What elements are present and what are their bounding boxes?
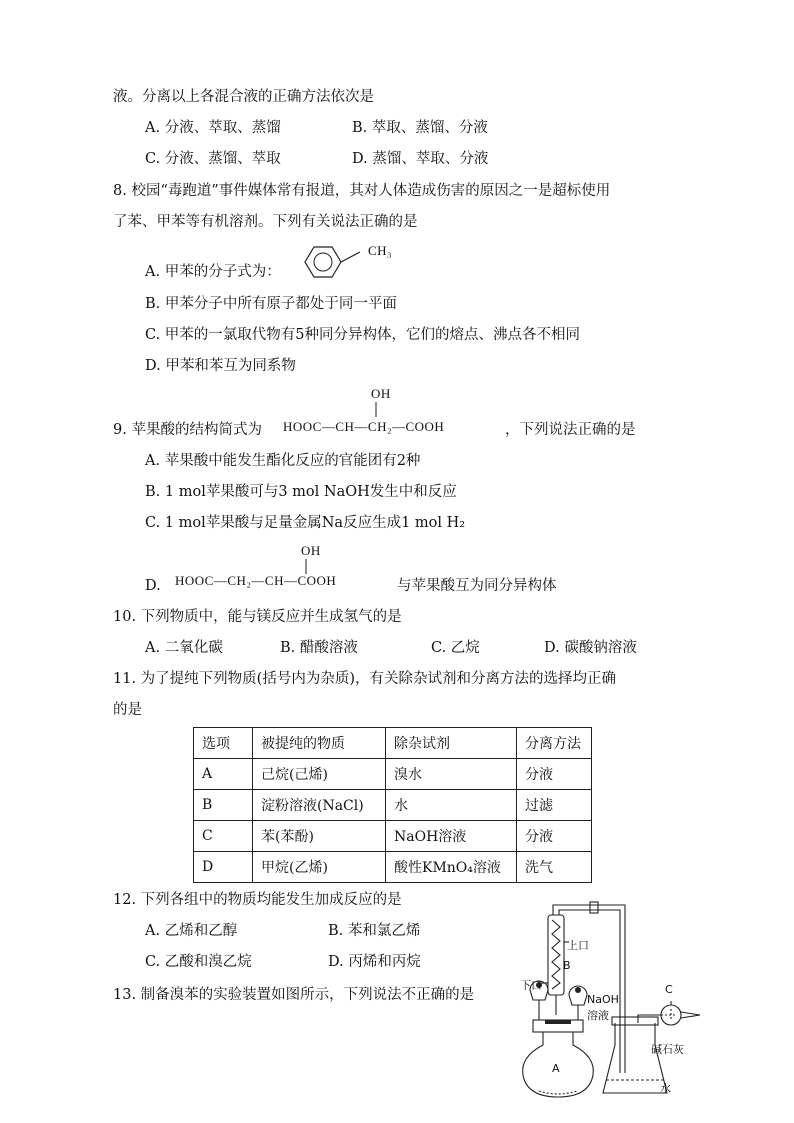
label-solution: 溶液 (587, 1009, 609, 1022)
q7-option-b: B. 萃取、蒸馏、分液 (352, 120, 488, 136)
table-cell: 溴水 (386, 759, 517, 790)
table-cell: 水 (386, 790, 517, 821)
malic-acid-structure: HOOC—CH—CH₂—COOH (283, 419, 445, 434)
q7-option-c: C. 分液、蒸馏、萃取 (145, 151, 281, 167)
table-cell: C (194, 821, 253, 852)
q10-option-d: D. 碳酸钠溶液 (544, 640, 637, 656)
q10-option-b: B. 醋酸溶液 (280, 640, 358, 656)
q9-option-d-suffix: 与苹果酸互为同分异构体 (397, 578, 557, 594)
label-flask-a: A (552, 1062, 560, 1075)
label-water: 水 (660, 1082, 671, 1095)
q9-stem-suffix: ，下列说法正确的是 (505, 422, 636, 438)
q9-stem-prefix: 9. 苹果酸的结构简式为 (113, 422, 262, 438)
q10-option-a: A. 二氧化碳 (145, 640, 223, 656)
toluene-ch3-label: CH₃ (368, 243, 393, 258)
table-cell: B (194, 790, 253, 821)
q11-stem-line1: 11. 为了提纯下列物质(括号内为杂质)，有关除杂试剂和分离方法的选择均正确 (113, 671, 616, 687)
table-cell: 苯(苯酚) (253, 821, 386, 852)
q9-option-c: C. 1 mol苹果酸与足量金属Na反应生成1 mol H₂ (145, 515, 466, 531)
q8-stem-line2: 了苯、甲苯等有机溶剂。下列有关说法正确的是 (113, 214, 418, 230)
q8-option-d: D. 甲苯和苯互为同系物 (145, 358, 296, 374)
table-header-row (194, 728, 592, 759)
q9-option-d-structure: HOOC—CH₂—CH—COOH (175, 573, 337, 588)
q8-option-b: B. 甲苯分子中所有原子都处于同一平面 (145, 296, 397, 312)
q11-stem-line2: 的是 (113, 702, 142, 718)
label-lower-port: 下口 (520, 979, 542, 992)
q9-struct-oh: OH (371, 386, 391, 401)
table-row (194, 790, 592, 821)
table-cell: 洗气 (517, 852, 592, 883)
q9-option-a: A. 苹果酸中能发生酯化反应的官能团有2种 (145, 453, 421, 469)
table-header-cell: 除杂试剂 (386, 728, 517, 759)
q9-option-d-label: D. (145, 578, 161, 594)
q13-stem: 13. 制备溴苯的实验装置如图所示，下列说法不正确的是 (113, 987, 475, 1003)
label-naoh: NaOH (587, 993, 619, 1006)
table-row (194, 759, 592, 790)
q12-option-b: B. 苯和氯乙烯 (328, 923, 421, 939)
toluene-structure (294, 242, 414, 282)
label-drying-tube-c: C (665, 983, 673, 996)
q8-option-c: C. 甲苯的一氯取代物有5种同分异构体，它们的熔点、沸点各不相同 (145, 327, 581, 343)
table-row (194, 821, 592, 852)
table-cell: 甲烷(乙烯) (253, 852, 386, 883)
table-cell: D (194, 852, 253, 883)
q9-option-b: B. 1 mol苹果酸可与3 mol NaOH发生中和反应 (145, 484, 457, 500)
q8-stem-line1: 8. 校园“毒跑道”事件媒体常有报道，其对人体造成伤害的原因之一是超标使用 (113, 183, 611, 199)
q12-stem: 12. 下列各组中的物质均能发生加成反应的是 (113, 892, 402, 908)
q7-stem-tail: 液。分离以上各混合液的正确方法依次是 (113, 89, 374, 105)
q10-option-c: C. 乙烷 (431, 640, 480, 656)
table-cell: 酸性KMnO₄溶液 (386, 852, 517, 883)
q10-stem: 10. 下列物质中，能与镁反应并生成氢气的是 (113, 609, 402, 625)
table-cell: NaOH溶液 (386, 821, 517, 852)
q12-option-c: C. 乙酸和溴乙烷 (145, 954, 252, 970)
table-row (194, 852, 592, 883)
table-cell: 分液 (517, 821, 592, 852)
label-soda-lime: 碱石灰 (651, 1043, 684, 1056)
q7-option-d: D. 蒸馏、萃取、分液 (352, 151, 489, 167)
table-header-cell: 选项 (194, 728, 253, 759)
q12-option-a: A. 乙烯和乙醇 (145, 923, 238, 939)
table-cell: 过滤 (517, 790, 592, 821)
table-header-cell: 分离方法 (517, 728, 592, 759)
label-upper-port: 上口 (567, 939, 589, 952)
table-cell: 分液 (517, 759, 592, 790)
q9-oh-bond (374, 402, 378, 418)
q12-option-d: D. 丙烯和丙烷 (328, 954, 421, 970)
table-cell: 己烷(己烯) (253, 759, 386, 790)
label-condenser-b: B (563, 959, 571, 972)
table-header-cell: 被提纯的物质 (253, 728, 386, 759)
q9-d-oh: OH (301, 543, 321, 558)
q11-table (193, 727, 592, 883)
q8-option-a: A. 甲苯的分子式为： (145, 264, 281, 280)
table-cell: A (194, 759, 253, 790)
q7-option-a: A. 分液、萃取、蒸馏 (145, 120, 281, 136)
table-cell: 淀粉溶液(NaCl) (253, 790, 386, 821)
